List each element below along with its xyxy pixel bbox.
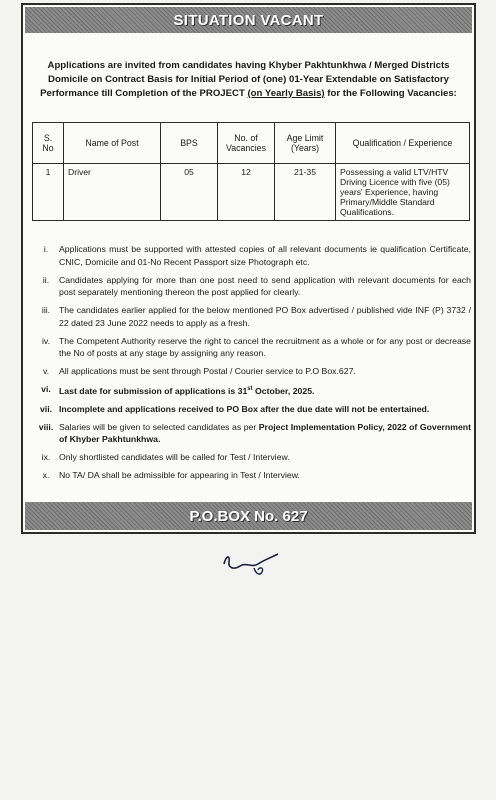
- advertisement: [21, 3, 476, 534]
- table-header-row: [33, 123, 470, 164]
- item-number: ix.: [41, 452, 51, 463]
- list-item: [33, 451, 471, 464]
- cell-qualification: Possessing a valid LTV/HTV Driving Licence with five (05) years' Experience, having Primary/Middle Standard Qualifications.: [336, 164, 470, 221]
- item-text: Salaries will be given to selected candidates as per Project Implementation Policy, 2022 of Government of Khyber Pakhtunkhwa.: [59, 421, 471, 445]
- conditions-list: [33, 243, 471, 487]
- title-banner: [25, 7, 472, 33]
- item-text: The Competent Authority reserve the right to cancel the recruitment as a whole or for any post or decrease the No of posts at any stage by assigning any reason.: [59, 335, 471, 358]
- intro-underlined: (on Yearly Basis): [247, 88, 325, 99]
- item-text: Candidates applying for more than one post need to send application with relevant documents for each post separately mentioning thereon the post applied for clearly.: [59, 274, 471, 297]
- cell-bps: 05: [161, 164, 218, 221]
- pobox-banner: [25, 502, 472, 530]
- cell-age: 21-35: [275, 164, 336, 221]
- header-bps: BPS: [161, 123, 218, 164]
- item-number: vi.: [41, 384, 51, 394]
- item-text: Incomplete and applications received to PO Box after the due date will not be entertained.: [59, 403, 430, 414]
- header-post: Name of Post: [64, 123, 161, 164]
- table-row: [33, 164, 470, 221]
- header-age: Age Limit (Years): [275, 123, 336, 164]
- cell-post: Driver: [64, 164, 161, 221]
- item-text: Applications must be supported with attested copies of all relevant documents ie qualification Certificate, CNIC, Domicile and 01-No Recent Passport size Photograph etc.: [59, 244, 471, 267]
- header-sno: S. No: [33, 123, 64, 164]
- item-text: All applications must be sent through Postal / Courier service to P.O Box.627.: [59, 366, 356, 376]
- item-text: The candidates earlier applied for the below mentioned PO Box advertised / published vide INF (P) 3732 / 22 dated 23 June 2022 needs to apply as a fresh.: [59, 305, 471, 328]
- list-item: [33, 304, 471, 329]
- item-number: v.: [42, 366, 50, 376]
- list-item: [33, 469, 471, 482]
- item-number: i.: [43, 244, 49, 254]
- vacancies-table: [32, 122, 470, 221]
- item-number: viii.: [38, 421, 54, 432]
- item-number: iii.: [41, 305, 51, 315]
- item-number: ii.: [42, 274, 50, 285]
- item-text: Last date for submission of applications is 31st October, 2025.: [59, 385, 315, 396]
- item-number: iv.: [41, 335, 51, 346]
- cell-sno: 1: [33, 164, 64, 221]
- header-qualification: Qualification / Experience: [336, 123, 470, 164]
- item-number: x.: [42, 470, 50, 481]
- header-vacancies: No. of Vacancies: [218, 123, 275, 164]
- item-number: vii.: [39, 403, 53, 414]
- pobox-text: P.O.BOX No. 627: [189, 507, 308, 525]
- signature: [220, 546, 282, 580]
- cell-vacancies: 12: [218, 164, 275, 221]
- item-text: No TA/ DA shall be admissible for appearing in Test / Interview.: [59, 470, 300, 481]
- list-item: [33, 243, 471, 268]
- list-item: [33, 335, 471, 360]
- intro-text: Applications are invited from candidates having Khyber Pakhtunkhwa / Merged Districts Domicile on Contract Basis for Initial Period of (one) 01-Year Extendable on Satisfactory Performance till Completion of the PROJECT: [40, 60, 450, 99]
- list-item: [33, 274, 471, 299]
- intro-tail: for the Following Vacancies:: [324, 88, 457, 99]
- list-item: [33, 421, 471, 446]
- list-item: [33, 383, 471, 397]
- intro-paragraph: [35, 59, 462, 101]
- list-item: [33, 403, 471, 416]
- ad-title: SITUATION VACANT: [173, 11, 324, 29]
- list-item: [33, 365, 471, 378]
- item-text: Only shortlisted candidates will be called for Test / Interview.: [59, 452, 290, 463]
